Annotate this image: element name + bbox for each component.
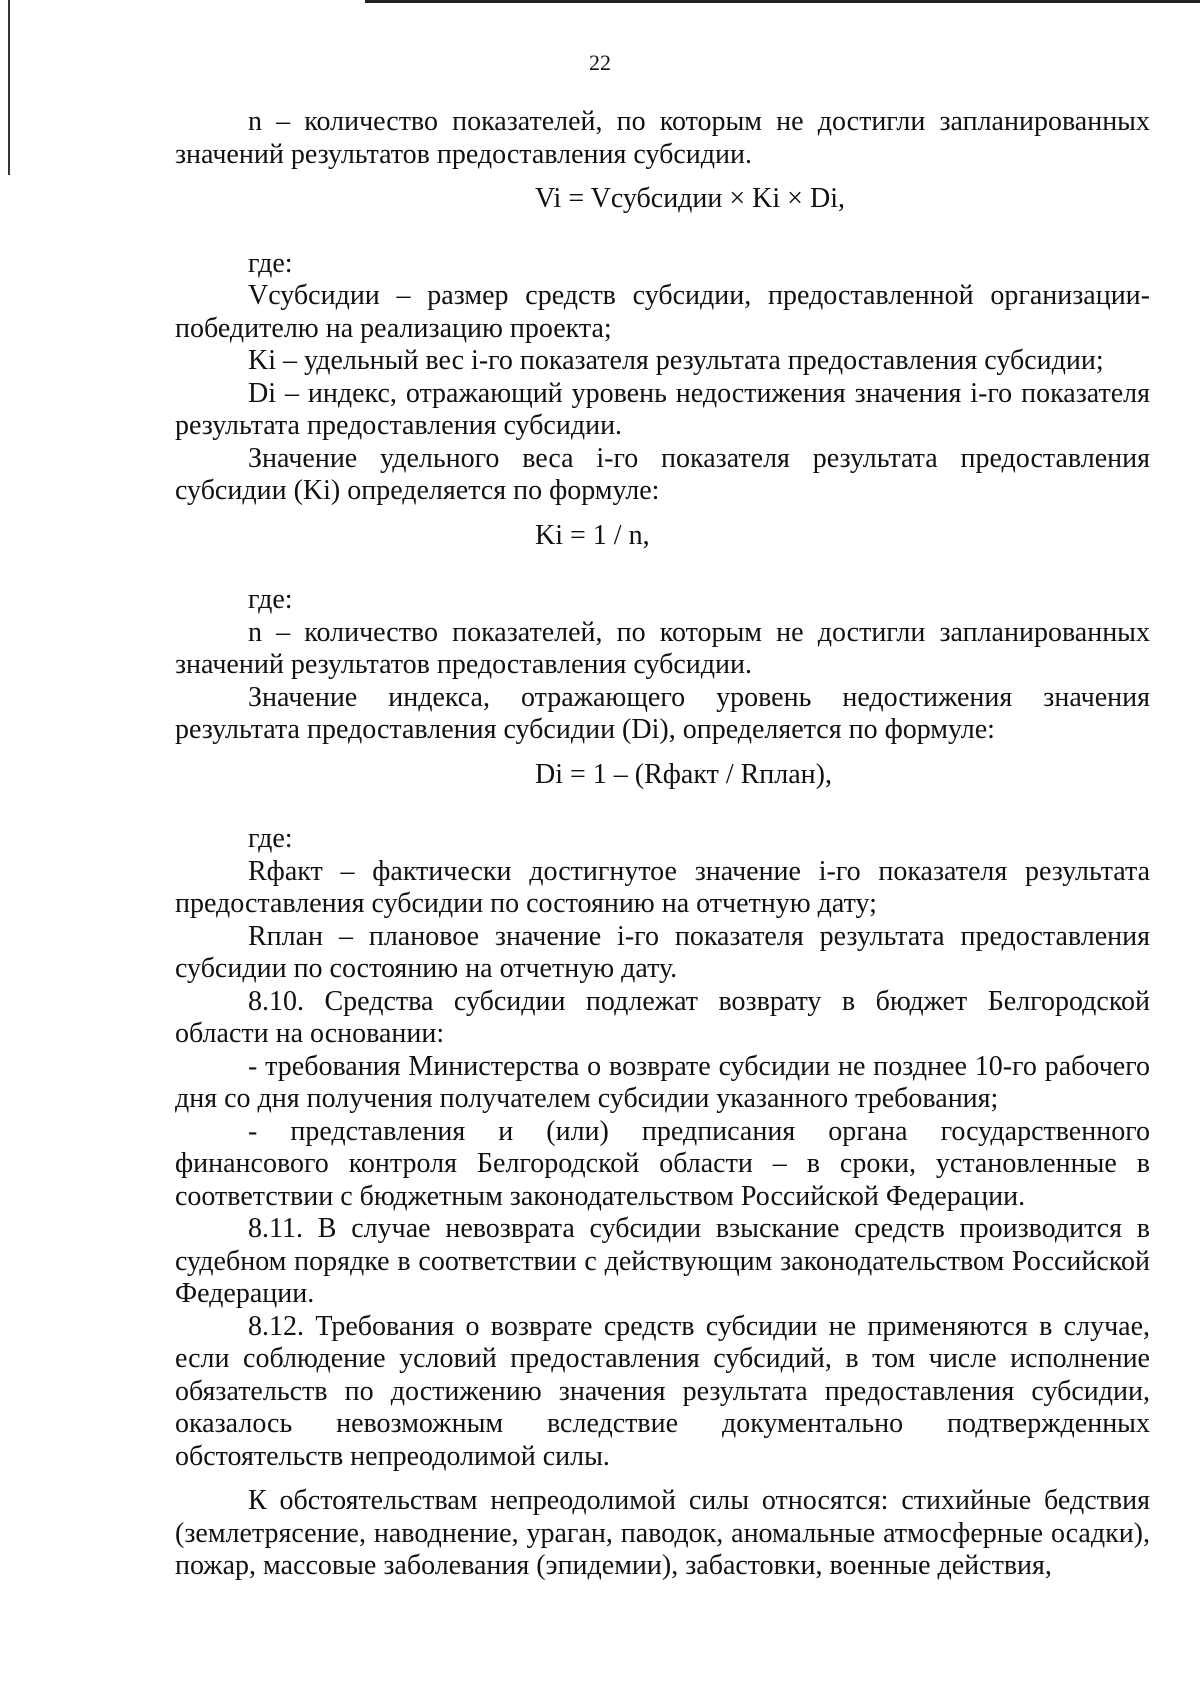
paragraph-ki-formula-intro: Значение удельного веса i-го показателя результата предоставления субсидии (Ki) определяется по формуле: (175, 442, 1150, 506)
top-border-line (365, 0, 1200, 3)
paragraph-n-definition: n – количество показателей, по которым не достигли запланированных значений результатов предоставления субсидии. (175, 106, 1150, 170)
where-label: где: (248, 823, 293, 854)
paragraph-8-10: 8.10. Средства субсидии подлежат возврату в бюджет Белгородской области на основании: (175, 985, 1150, 1049)
formula-ki: Ki = 1 / n, (535, 519, 650, 551)
paragraph-rplan-definition: Rплан – плановое значение i-го показателя результата предоставления субсидии по состоянию на отчетную дату. (175, 920, 1150, 984)
paragraph-vsubsidy-definition: Vсубсидии – размер средств субсидии, предоставленной организации-победителю на реализацию проекта; (175, 280, 1150, 344)
paragraph-8-11: 8.11. В случае невозврата субсидии взыскание средств производится в судебном порядке в соответствии с действующим законодательством Российской Федерации. (175, 1213, 1150, 1309)
where-label: где: (248, 584, 293, 615)
paragraph-di-definition: Di – индекс, отражающий уровень недостижения значения i-го показателя результата предоставления субсидии. (175, 377, 1150, 441)
where-label: где: (248, 247, 293, 279)
page-number: 22 (589, 50, 611, 75)
left-margin-line (8, 0, 10, 175)
paragraph-force-majeure: К обстоятельствам непреодолимой силы относятся: стихийные бедствия (землетрясение, наводнение, ураган, паводок, аномальные атмосферные осадки), пожар, массовые заболевания (эпидемии), забастовки, военные действия, (175, 1485, 1150, 1581)
formula-vi: Vi = Vсубсидии × Ki × Di, (535, 183, 845, 214)
document-body (175, 106, 1150, 1583)
paragraph-di-formula-intro: Значение индекса, отражающего уровень недостижения значения результата предоставления субсидии (Di), определяется по формуле: (175, 681, 1150, 745)
paragraph-ministry-requirement: - требования Министерства о возврате субсидии не позднее 10-го рабочего дня со дня получения получателем субсидии указанного требования; (175, 1050, 1150, 1114)
formula-di: Di = 1 – (Rфакт / Rплан), (535, 758, 832, 790)
paragraph-8-12: 8.12. Требования о возврате средств субсидии не применяются в случае, если соблюдение условий предоставления субсидий, в том числе исполнение обязательств по достижению значения результата предоставления субсидии, оказалось невозможным вследствие документально подтвержденных обстоятельств непреодолимой силы. (175, 1310, 1150, 1472)
paragraph-rfact-definition: Rфакт – фактически достигнутое значение i-го показателя результата предоставления субсидии по состоянию на отчетную дату; (175, 855, 1150, 919)
paragraph-financial-control: - представления и (или) предписания органа государственного финансового контроля Белгородской области – в сроки, установленные в соответствии с бюджетным законодательством Российской Федерации. (175, 1115, 1150, 1212)
paragraph-ki-definition: Ki – удельный вес i-го показателя результата предоставления субсидии; (248, 345, 1104, 376)
paragraph-n-definition-repeat: n – количество показателей, по которым не достигли запланированных значений результатов предоставления субсидии. (175, 616, 1150, 680)
